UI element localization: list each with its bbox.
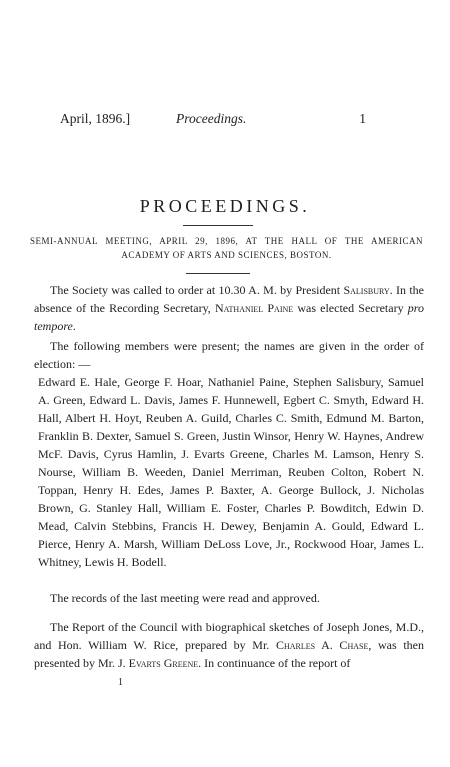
p4-text-a: The Report of the Council with biographical sketches of Joseph Jones, M.D., and Hon. William W. Rice, prepared by Mr. bbox=[34, 620, 424, 652]
running-head bbox=[60, 111, 366, 129]
p1-pro-tempore: pro tempore bbox=[34, 301, 424, 333]
p1-name-secretary: Nathaniel Paine bbox=[214, 301, 294, 315]
members-intro-paragraph: The following members were present; the names are given in the order of election: — bbox=[34, 339, 424, 371]
section-divider bbox=[186, 273, 250, 274]
opening-paragraph bbox=[34, 281, 424, 335]
meeting-heading: SEMI-ANNUAL MEETING, APRIL 29, 1896, AT THE HALL OF THE AMERICAN ACADEMY OF ARTS AND SCIENCES, BOSTON. bbox=[30, 236, 423, 260]
page-number: 1 bbox=[359, 111, 366, 126]
p4-name-chase: Charles A. Chase bbox=[275, 638, 369, 652]
records-paragraph: The records of the last meeting were read and approved. bbox=[50, 591, 320, 605]
title-divider bbox=[183, 225, 253, 226]
running-head-title: Proceedings. bbox=[176, 111, 247, 126]
signature-mark: 1 bbox=[118, 677, 123, 688]
p1-text-g: . bbox=[72, 319, 76, 333]
p4-text-c: , was then presented by Mr. bbox=[34, 638, 424, 670]
running-head-date: April, 1896.] bbox=[60, 111, 131, 126]
council-report-paragraph bbox=[34, 618, 424, 672]
p4-name-greene: J. Evarts Greene bbox=[117, 656, 199, 670]
page-title: PROCEEDINGS. bbox=[139, 196, 311, 216]
p1-text-e: was elected Secretary bbox=[293, 301, 408, 315]
p1-name-president: Salisbury bbox=[343, 283, 390, 297]
p4-text-e: . In continuance of the report of bbox=[198, 656, 351, 670]
p1-text-c: . In the absence of the Recording Secretary, bbox=[34, 283, 424, 315]
members-list: Edward E. Hale, George F. Hoar, Nathaniel Paine, Stephen Salisbury, Samuel A. Green, Edward L. Davis, James F. Hunnewell, Egbert C. Smyth, Edward H. Hall, Albert H. Hoyt, Reuben A. Guild, Charles C. Smith, Edmund M. Barton, Franklin B. Dexter, Samuel S. Green, Justin Winsor, Henry W. Haynes, Andrew McF. Davis, Cyrus Hamlin, J. Evarts Greene, Charles M. Lamson, Henry S. Nourse, William B. Weeden, Daniel Merriman, Reuben Colton, Robert N. Toppan, Henry H. Edes, James P. Baxter, A. George Bullock, J. Nicholas Brown, G. Stanley Hall, William E. Foster, Charles P. Bowditch, Edwin D. Mead, Calvin Stebbins, Francis H. Dewey, Benjamin A. Gould, Edward L. Pierce, Henry A. Marsh, William DeLoss Love, Jr., Rockwood Hoar, James L. Whitney, Lewis H. Bodell. bbox=[38, 375, 424, 569]
p1-text-a: The Society was called to order at 10.30 A. M. by President bbox=[50, 283, 344, 297]
